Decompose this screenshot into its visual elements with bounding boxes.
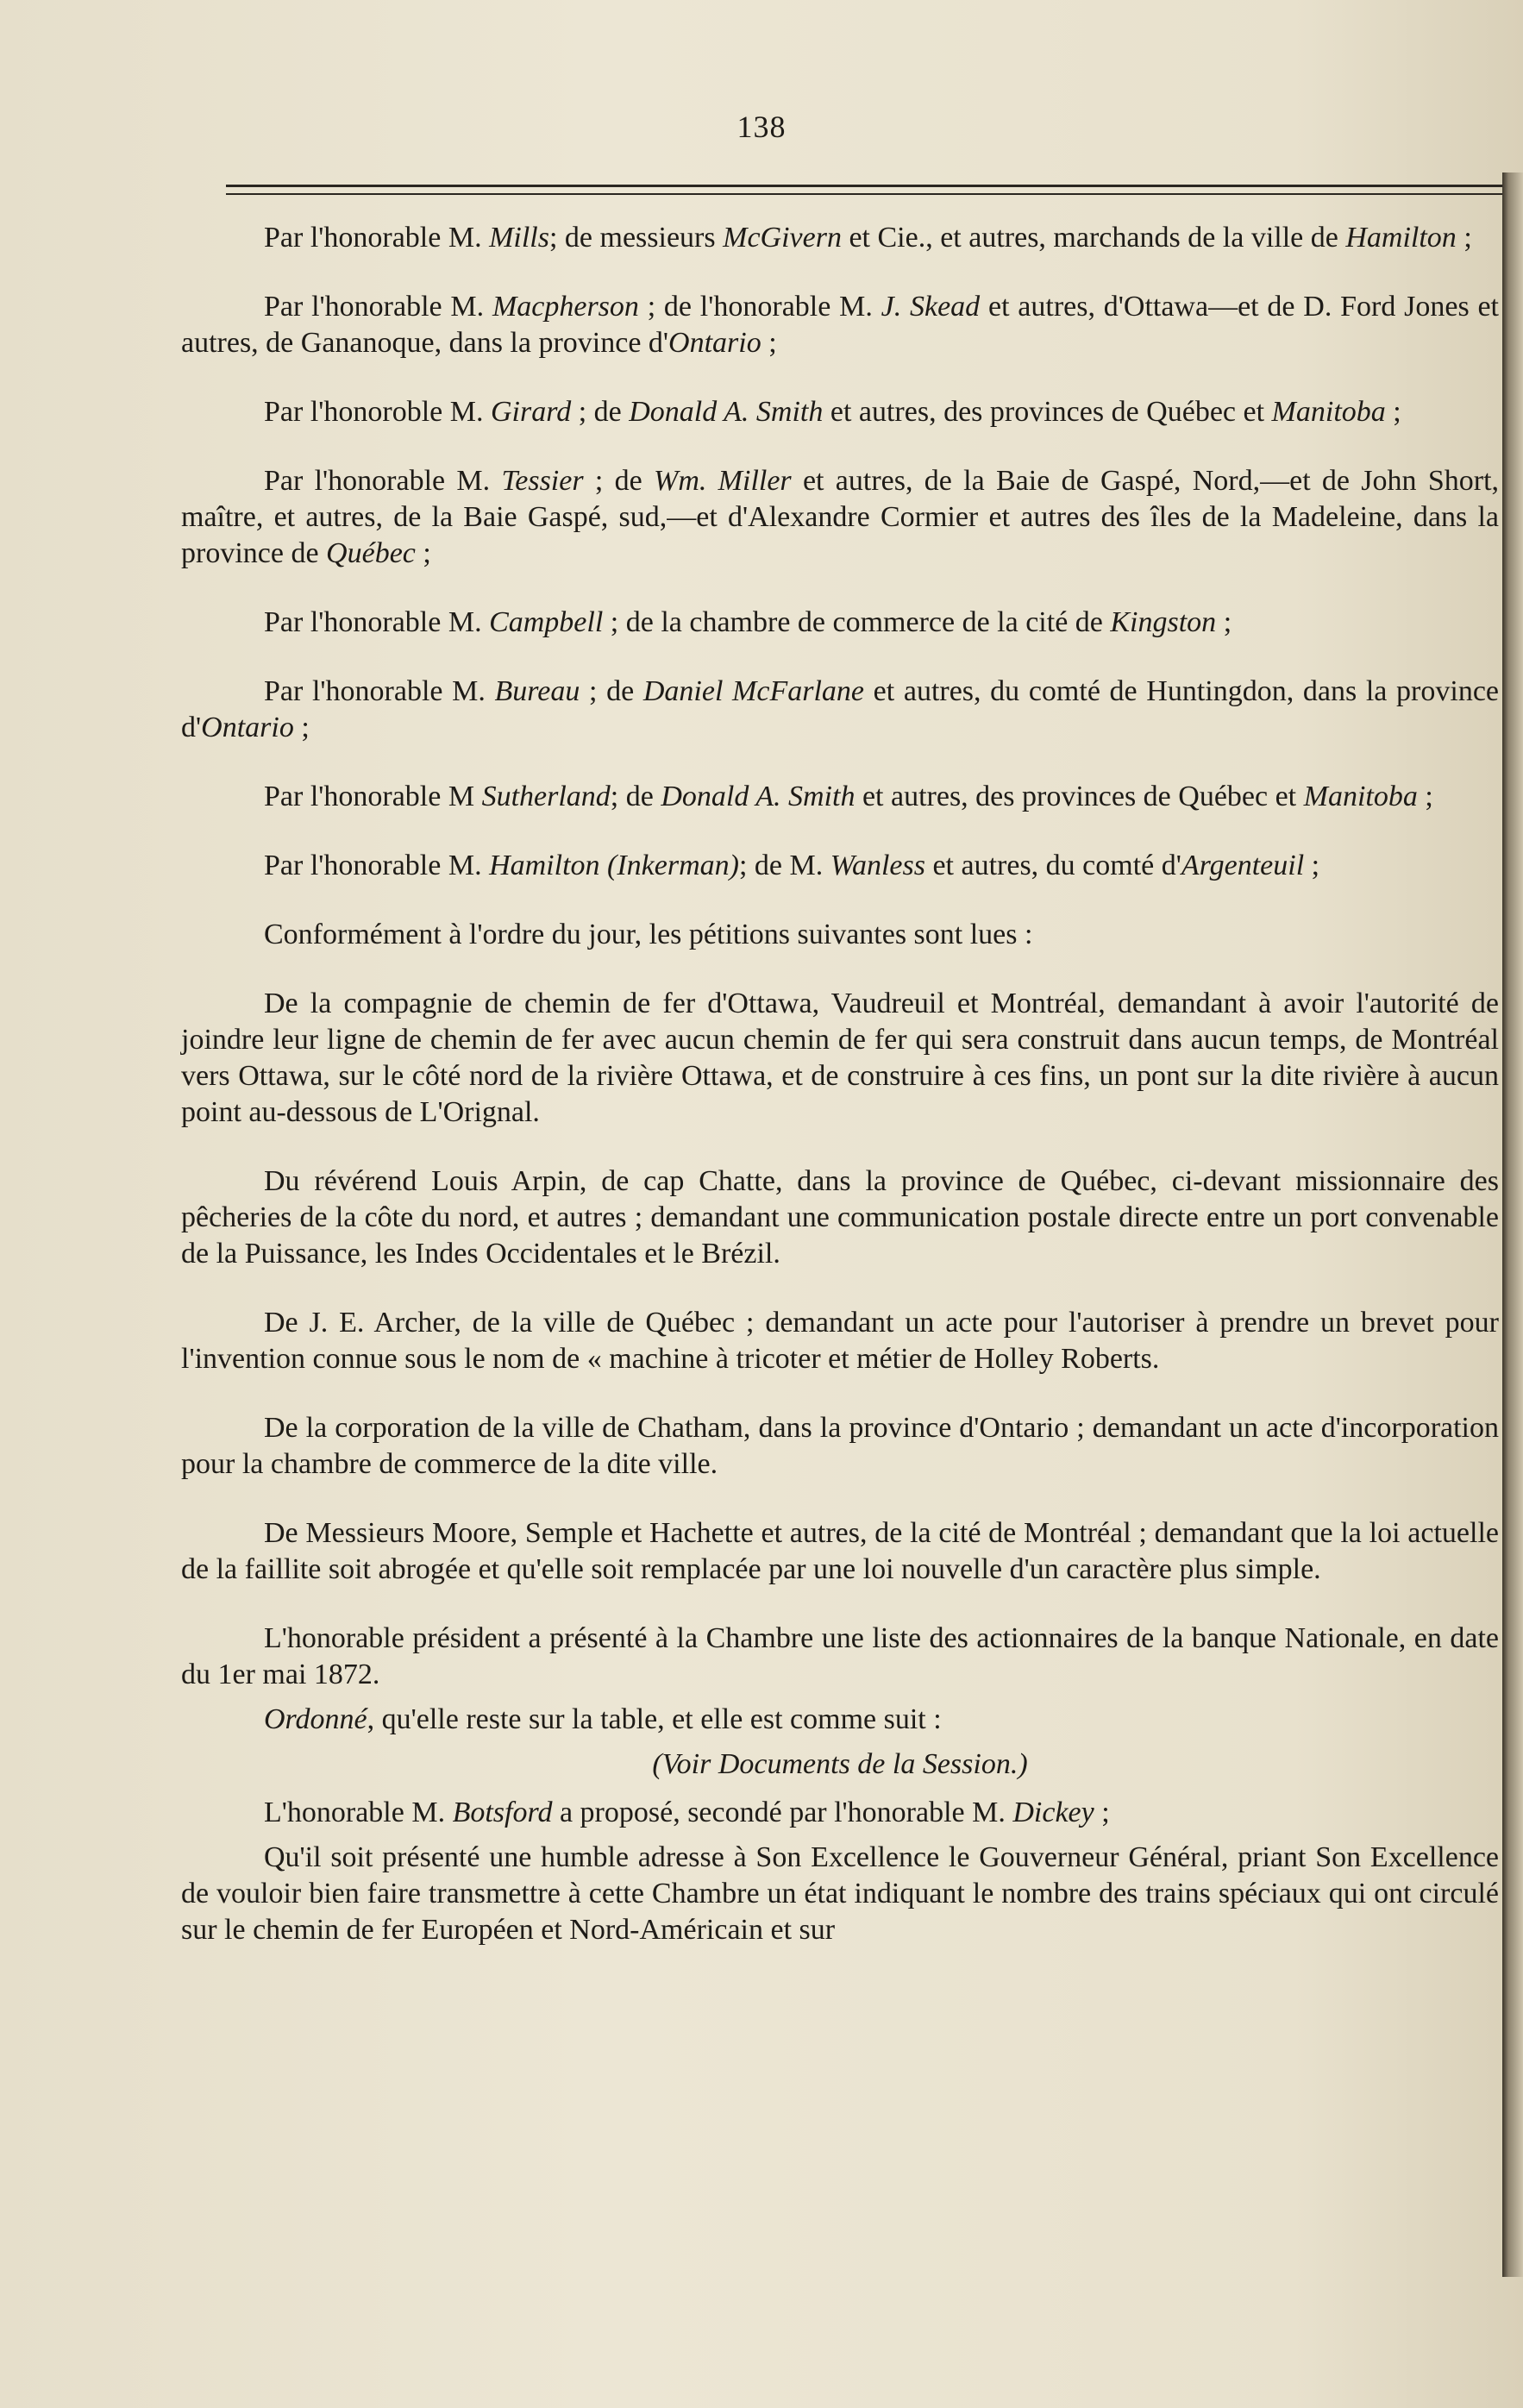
senator-name: Tessier [501, 465, 584, 497]
petition-entry: Par l'honoroble M. Girard ; de Donald A. Smith et autres, des provinces de Québec et Manitoba ; [264, 396, 1401, 428]
read-petition: De la corporation de la ville de Chatham, dans la province d'Ontario ; demandant un acte d'incorporation pour la chambre de commerce de la dite ville. [181, 1412, 1499, 1480]
petitioner-name: Kingston [1110, 606, 1217, 638]
petitioner-name: Wanless [830, 850, 925, 881]
senator-name: Hamilton (Inkerman) [489, 850, 739, 881]
senator-name: Botsford [452, 1797, 553, 1828]
petition-entry: Par l'honorable M. Bureau ; de Daniel McFarlane et autres, du comté de Huntingdon, dans la province d'Ontario ; [181, 675, 1499, 743]
header-rule [226, 185, 1502, 187]
petition-entry: Par l'honorable M. Campbell ; de la chambre de commerce de la cité de Kingston ; [264, 606, 1232, 638]
senator-name: Bureau [494, 675, 580, 707]
petitioner-name: J. Skead [881, 291, 981, 323]
read-petition: De Messieurs Moore, Semple et Hachette et autres, de la cité de Montréal ; demandant que la loi actuelle de la faillite soit abrogée et qu'elle soit remplacée par une loi nouvelle d'un caractère plus simple. [181, 1517, 1499, 1585]
petitioner-name: Daniel McFarlane [642, 675, 865, 707]
read-petition: De la compagnie de chemin de fer d'Ottawa, Vaudreuil et Montréal, demandant à avoir l'autorité de joindre leur ligne de chemin de fer avec aucun chemin de fer qui sera construit dans aucun temps, de Montréal vers Ottawa, sur le côté nord de la rivière Ottawa, et de construire à ces fins, un pont sur la dite rivière à aucun point au-dessous de L'Orignal. [181, 988, 1499, 1128]
president-list-statement: L'honorable président a présenté à la Chambre une liste des actionnaires de la banque Nationale, en date du 1er mai 1872. [181, 1622, 1499, 1690]
senator-name: Campbell [489, 606, 604, 638]
senator-name: Macpherson [492, 291, 639, 323]
petition-entry: Par l'honorable M. Hamilton (Inkerman); de M. Wanless et autres, du comté d'Argenteuil ; [264, 850, 1320, 881]
petition-entry: Par l'honorable M Sutherland; de Donald A. Smith et autres, des provinces de Québec et Manitoba ; [264, 781, 1433, 812]
order-of-day-intro: Conformément à l'ordre du jour, les pétitions suivantes sont lues : [264, 919, 1033, 950]
petition-entry: Par l'honorable M. Tessier ; de Wm. Miller et autres, de la Baie de Gaspé, Nord,—et de John Short, maître, et autres, de la Baie Gaspé, sud,—et d'Alexandre Cormier et autres des îles de la Madeleine, dans la province de Québec ; [181, 465, 1500, 569]
petition-entry: Par l'honorable M. Mills; de messieurs McGivern et Cie., et autres, marchands de la ville de Hamilton ; [264, 222, 1472, 254]
petitioner-name: Wm. Miller [654, 465, 792, 497]
page-body [181, 220, 1499, 1981]
senator-name: Girard [491, 396, 572, 428]
motion-statement: L'honorable M. Botsford a proposé, secondé par l'honorable M. Dickey ; [264, 1797, 1110, 1828]
see-documents-note: (Voir Documents de la Session.) [652, 1748, 1028, 1780]
read-petition: De J. E. Archer, de la ville de Québec ; demandant un acte pour l'autoriser à prendre un brevet pour l'invention connue sous le nom de « machine à tricoter et métier de Holley Roberts. [181, 1307, 1499, 1375]
binding-shadow [1502, 172, 1523, 2277]
petitioner-name: Donald A. Smith [629, 396, 824, 428]
petitioner-name: Donald A. Smith [661, 781, 856, 812]
address-motion-text: Qu'il soit présenté une humble adresse à Son Excellence le Gouverneur Général, priant Son Excellence de vouloir bien faire transmettre à cette Chambre un état indiquant le nombre des trains spéciaux qui ont circulé sur le chemin de fer Européen et Nord-Américain et sur [181, 1841, 1499, 1946]
senator-name: Mills [489, 222, 549, 254]
seconder-name: Dickey [1012, 1797, 1094, 1828]
ordered-statement: Ordonné, qu'elle reste sur la table, et elle est comme suit : [264, 1703, 942, 1735]
senator-name: Sutherland [481, 781, 611, 812]
presented-petitions-list [181, 220, 1499, 884]
read-petition: Du révérend Louis Arpin, de cap Chatte, dans la province de Québec, ci-devant missionnaire des pêcheries de la côte du nord, et autres ; demandant une communication postale directe entre un port convenable de la Puissance, les Indes Occidentales et le Brézil. [181, 1165, 1499, 1270]
petitioner-name: McGivern [723, 222, 842, 254]
petition-entry: Par l'honorable M. Macpherson ; de l'honorable M. J. Skead et autres, d'Ottawa—et de D. Ford Jones et autres, de Gananoque, dans la province d'Ontario ; [181, 291, 1499, 359]
read-petitions-list [181, 986, 1499, 1588]
header-rule-thin [226, 193, 1502, 195]
page-number: 138 [736, 110, 787, 144]
